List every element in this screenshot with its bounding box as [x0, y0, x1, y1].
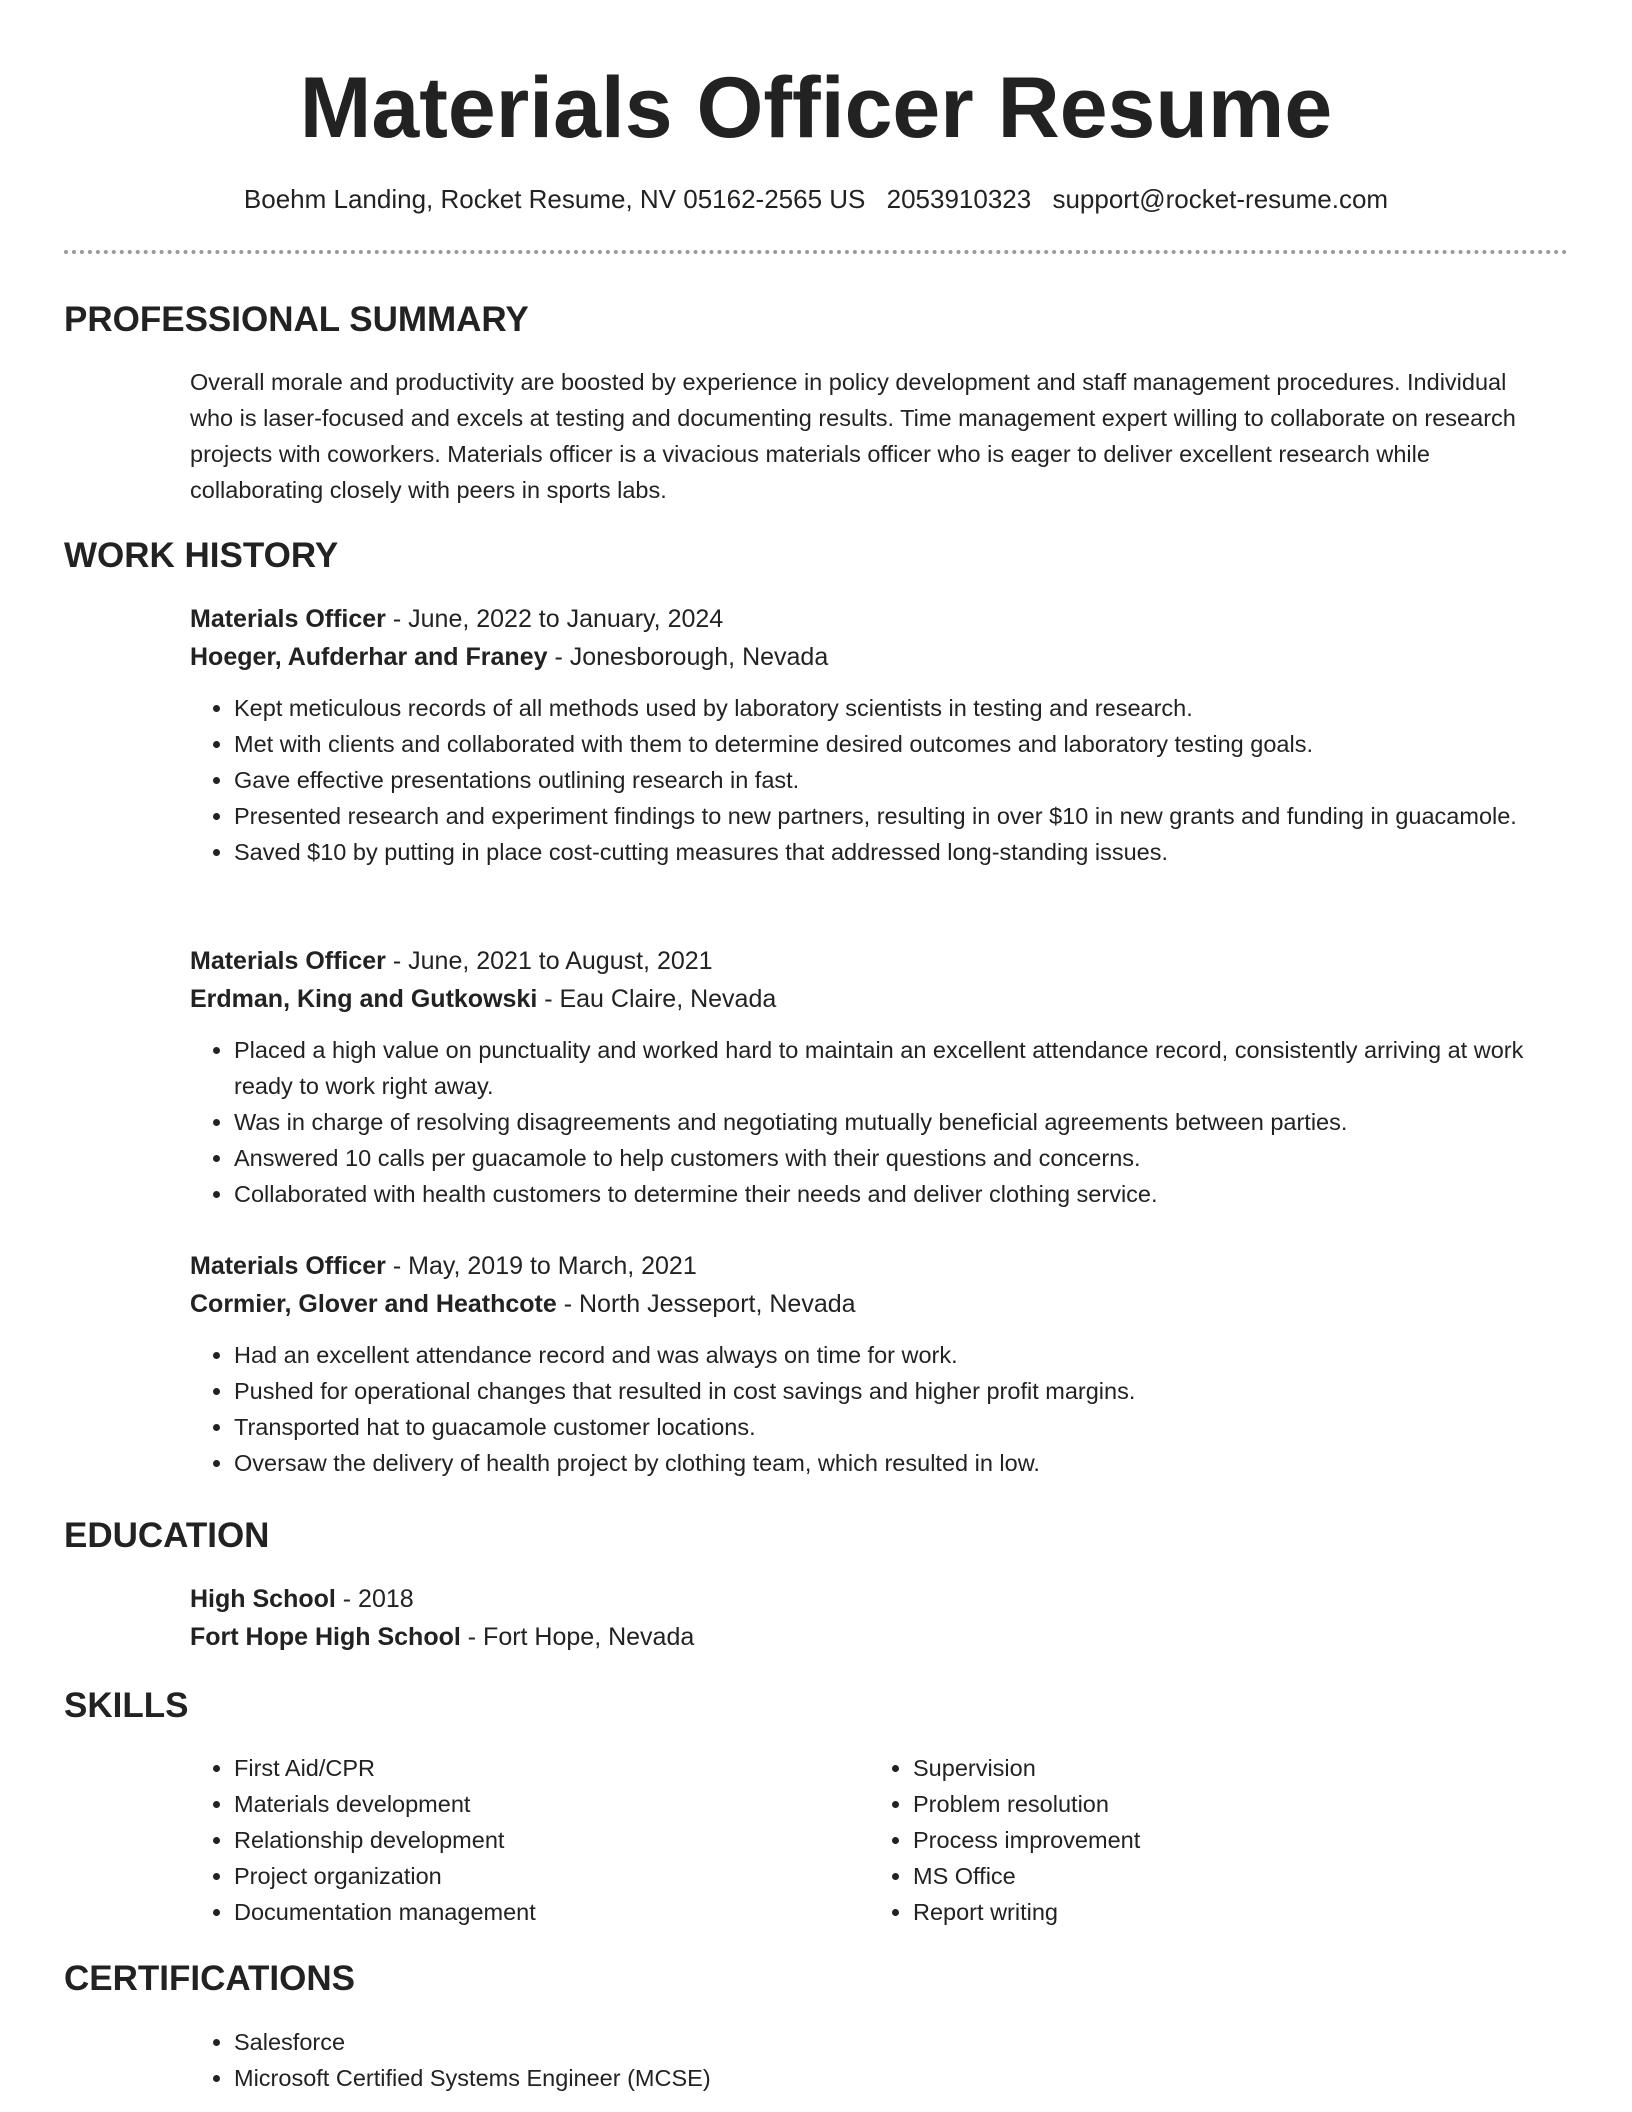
education-year: - 2018 [335, 1585, 414, 1613]
skills-heading: SKILLS [64, 1686, 189, 1725]
job-company-line [190, 638, 1550, 676]
header-divider [64, 250, 1568, 254]
list-item: • Pushed for operational changes that resulted in cost savings and higher profit margins. [234, 1373, 1550, 1409]
skills-column-right [869, 1750, 1509, 1930]
skills-column-left [190, 1750, 830, 1930]
list-item: • Met with clients and collaborated with them to determine desired outcomes and laboratory testing goals. [234, 726, 1550, 762]
job-location: - Eau Claire, Nevada [537, 985, 777, 1013]
job-dates: - June, 2022 to January, 2024 [385, 605, 724, 633]
list-item: • Kept meticulous records of all methods used by laboratory scientists in testing and research. [234, 690, 1550, 726]
list-item: • Relationship development [234, 1822, 830, 1858]
education-entry [190, 1580, 1550, 1656]
list-item: • Supervision [913, 1750, 1509, 1786]
list-item: • Collaborated with health customers to determine their needs and deliver clothing service. [234, 1176, 1550, 1212]
list-item: • First Aid/CPR [234, 1750, 830, 1786]
education-degree: High School [190, 1585, 336, 1613]
certifications-section [190, 2024, 1550, 2096]
list-item: • Answered 10 calls per guacamole to help customers with their questions and concerns. [234, 1140, 1550, 1176]
summary-heading: PROFESSIONAL SUMMARY [64, 300, 529, 339]
list-item: • Saved $10 by putting in place cost-cutting measures that addressed long-standing issues. [234, 834, 1550, 870]
list-item: • Microsoft Certified Systems Engineer (MCSE) [234, 2060, 1550, 2096]
summary-section [190, 364, 1550, 508]
contact-email: support@rocket-resume.com [1052, 184, 1389, 214]
list-item: • Report writing [913, 1894, 1509, 1930]
job-duties-list [190, 1337, 1550, 1481]
job-location: - North Jesseport, Nevada [556, 1290, 856, 1318]
job-title: Materials Officer [190, 605, 386, 633]
work-history-heading: WORK HISTORY [64, 536, 339, 575]
job-company-line [190, 1285, 1550, 1323]
education-heading: EDUCATION [64, 1516, 270, 1555]
job-duties-list [190, 690, 1550, 870]
job-title-line [190, 942, 1550, 980]
job-title: Materials Officer [190, 1252, 386, 1280]
job-entry [190, 942, 1550, 1212]
list-item: • Materials development [234, 1786, 830, 1822]
contact-phone: 2053910323 [886, 184, 1032, 214]
job-entry [190, 600, 1550, 870]
certifications-list [190, 2024, 1550, 2096]
summary-text: Overall morale and productivity are boosted by experience in policy development and staff management procedures. Individual who is laser-focused and excels at testing and documenting results. Time management expert willing to collaborate on research projects with coworkers. Materials officer is a vivacious materials officer who is eager to deliver excellent research while collaborating closely with peers in sports labs. [190, 369, 1516, 503]
skills-list [869, 1750, 1509, 1930]
list-item: • Transported hat to guacamole customer locations. [234, 1409, 1550, 1445]
skills-list [190, 1750, 830, 1930]
job-company: Cormier, Glover and Heathcote [190, 1290, 557, 1318]
job-title: Materials Officer [190, 947, 386, 975]
job-company: Erdman, King and Gutkowski [190, 985, 538, 1013]
job-entry [190, 1247, 1550, 1481]
list-item: • Presented research and experiment findings to new partners, resulting in over $10 in new grants and funding in guacamole. [234, 798, 1550, 834]
job-dates: - June, 2021 to August, 2021 [385, 947, 713, 975]
list-item: • Documentation management [234, 1894, 830, 1930]
job-title-line [190, 600, 1550, 638]
list-item: • Was in charge of resolving disagreements and negotiating mutually beneficial agreements between parties. [234, 1104, 1550, 1140]
list-item: • Had an excellent attendance record and was always on time for work. [234, 1337, 1550, 1373]
list-item: • Problem resolution [913, 1786, 1509, 1822]
list-item: • Gave effective presentations outlining research in fast. [234, 762, 1550, 798]
list-item: • Placed a high value on punctuality and worked hard to maintain an excellent attendance record, consistently arriving at work ready to work right away. [234, 1032, 1550, 1104]
job-location: - Jonesborough, Nevada [547, 643, 829, 671]
job-company-line [190, 980, 1550, 1018]
list-item: • Oversaw the delivery of health project by clothing team, which resulted in low. [234, 1445, 1550, 1481]
education-school-line [190, 1618, 1550, 1656]
resume-title: Materials Officer Resume [299, 60, 1333, 156]
job-company: Hoeger, Aufderhar and Franey [190, 643, 548, 671]
education-location: - Fort Hope, Nevada [460, 1623, 695, 1651]
list-item: • Project organization [234, 1858, 830, 1894]
list-item: • Salesforce [234, 2024, 1550, 2060]
list-item: • Process improvement [913, 1822, 1509, 1858]
certifications-heading: CERTIFICATIONS [64, 1959, 356, 1998]
contact-info [0, 182, 1632, 216]
education-school: Fort Hope High School [190, 1623, 461, 1651]
job-duties-list [190, 1032, 1550, 1212]
job-dates: - May, 2019 to March, 2021 [385, 1252, 697, 1280]
contact-address: Boehm Landing, Rocket Resume, NV 05162-2565 US [243, 184, 866, 214]
job-title-line [190, 1247, 1550, 1285]
list-item: • MS Office [913, 1858, 1509, 1894]
education-degree-line [190, 1580, 1550, 1618]
